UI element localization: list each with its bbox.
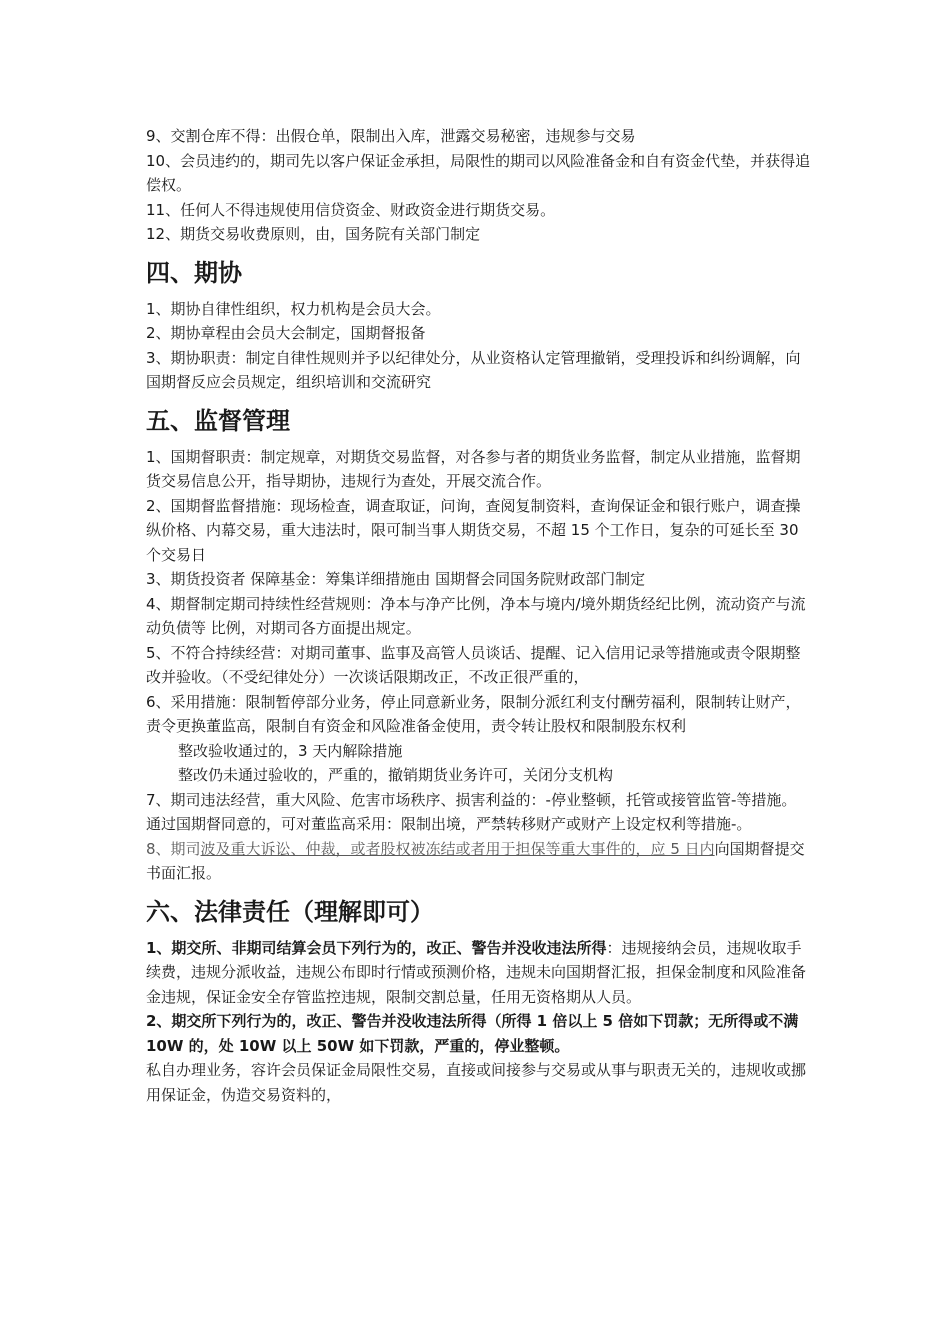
section5-item-8 (146, 837, 814, 886)
section5-item-5: 5、不符合持续经营：对期司董事、监事及高管人员谈话、提醒、记入信用记录等措施或责令限期整改并验收。（不受纪律处分）一次谈话限期改正，不改正很严重的， (146, 643, 801, 686)
section6-item-1-rest: ：违规接纳会员，违规收取手续费，违规分派收益，违规公布即时行情或预测价格，违规未向国期督汇报，担保金制度和风险准备金违规，保证金安全存管监控违规，限制交割总量，任用无资格期从人员。 (146, 938, 807, 1006)
section4-item-2: 2、期协章程由会员大会制定，国期督报备 (146, 324, 426, 342)
section5-item-2: 2、国期督监督措施：现场检查，调查取证，问询，查阅复制资料，查询保证金和银行账户，调查操纵价格、内幕交易，重大违法时，限可制当事人期货交易，不超 15 个工作日，复杂的可延长至 30 个交易日 (146, 496, 801, 564)
paragraph-item-10: 10、会员违约的，期司先以客户保证金承担，局限性的期司以风险准备金和自有资金代垫，并获得追偿权。 (146, 151, 811, 194)
section5-item-8-underlined: 波及重大诉讼、仲裁，或者股权被冻结或者用于担保等重大事件的，应 5 日内 (200, 839, 715, 858)
section6-item-1-bold: 1、期交所、非期司结算会员下列行为的，改正、警告并没收违法所得 (146, 938, 607, 957)
section5-item-6: 6、采用措施：限制暂停部分业务，停止同意新业务，限制分派红利支付酬劳福利，限制转让财产，责令更换董监高，限制自有资金和风险准备金使用，责令转让股权和限制股东权利 (146, 692, 801, 735)
paragraph-item-11: 11、任何人不得违规使用信贷资金、财政资金进行期货交易。 (146, 200, 556, 219)
section5-item-3: 3、期货投资者 保障基金：筹集详细措施由 国期督会同国务院财政部门制定 (146, 570, 646, 588)
section4-item-3: 3、期协职责：制定自律性规则并予以纪律处分，从业资格认定管理撤销，受理投诉和纠纷调解，向国期督反应会员规定，组织培训和交流研究 (146, 348, 801, 391)
section5-item-6-note-b: 整改仍未通过验收的，严重的，撤销期货业务许可，关闭分支机构 (178, 766, 614, 784)
section5-item-8-suffix: 向国期督提交书面汇报。 (146, 839, 805, 882)
section-heading-4: 四、期协 (146, 257, 242, 287)
section5-item-4: 4、期督制定期司持续性经营规则：净本与净产比例，净本与境内/境外期货经纪比例，流动资产与流动负债等 比例，对期司各方面提出规定。 (146, 594, 806, 637)
paragraph-item-12: 12、期货交易收费原则，由，国务院有关部门制定 (146, 225, 481, 243)
section-heading-5: 五、监督管理 (146, 405, 290, 435)
section5-item-6-note-a: 整改验收通过的，3 天内解除措施 (178, 741, 403, 760)
section5-item-8-prefix: 8、期司 (146, 839, 201, 858)
paragraph-item-9: 9、交割仓库不得：出假仓单，限制出入库，泄露交易秘密，违规参与交易 (146, 127, 636, 145)
section-heading-6: 六、法律责任（理解即可） (146, 896, 434, 926)
document-body (146, 124, 814, 1107)
section5-item-1: 1、国期督职责：制定规章，对期货交易监督，对各参与者的期货业务监督，制定从业措施，监督期货交易信息公开，指导期协，违规行为查处，开展交流合作。 (146, 447, 801, 490)
section6-item-2: 2、期交所下列行为的，改正、警告并没收违法所得（所得 1 倍以上 5 倍如下罚款；无所得或不满 10W 的，处 10W 以上 50W 如下罚款，严重的，停业整顿。 (146, 1012, 799, 1055)
section4-item-1: 1、期协自律性组织，权力机构是会员大会。 (146, 299, 441, 318)
section6-item-1 (146, 936, 814, 1010)
section5-item-7: 7、期司违法经营，重大风险、危害市场秩序、损害利益的：-停业整顿，托管或接管监管-等措施。 通过国期督同意的，可对董监高采用：限制出境，严禁转移财产或财产上设定权利等措施-。 (146, 790, 797, 833)
section6-item-3: 私自办理业务，容许会员保证金局限性交易，直接或间接参与交易或从事与职责无关的，违规收或挪用保证金，伪造交易资料的， (146, 1061, 807, 1104)
